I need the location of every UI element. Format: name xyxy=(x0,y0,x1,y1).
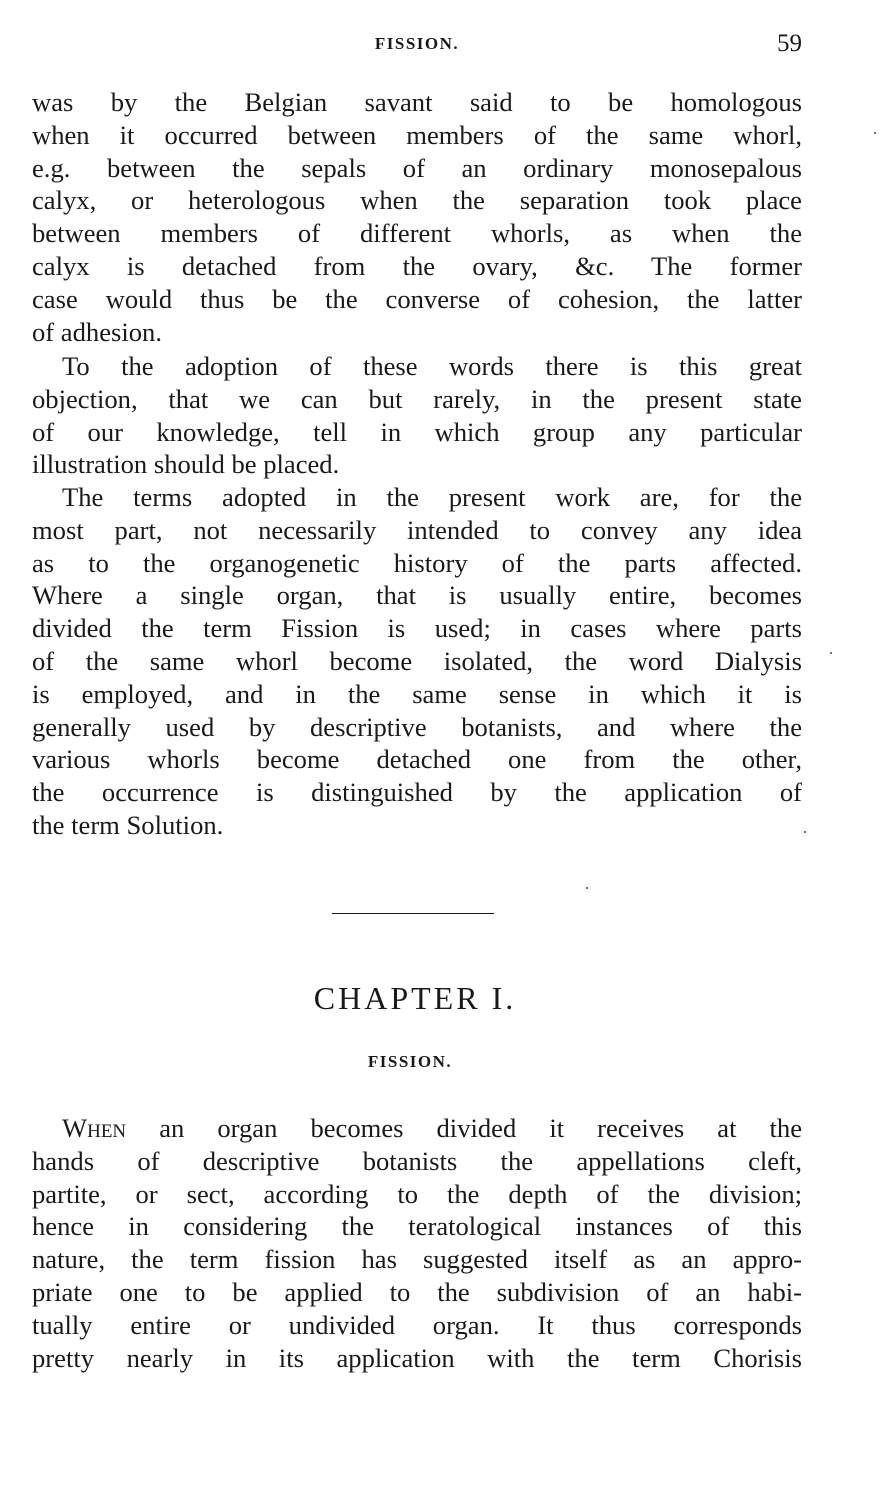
text-line: of our knowledge, tell in which group any particular xyxy=(32,416,802,447)
paragraph-continued xyxy=(32,86,802,348)
text-line: illustration should be placed. xyxy=(32,449,340,480)
text-line: partite, or sect, according to the depth of the division; xyxy=(32,1178,802,1209)
section-divider xyxy=(332,913,494,914)
text-line: hands of descriptive botanists the appellations cleft, xyxy=(32,1145,802,1176)
text-line: calyx is detached from the ovary, &c. The former xyxy=(32,250,802,281)
running-head: FISSION. xyxy=(374,34,460,53)
paragraph-terms xyxy=(32,481,802,842)
text-line: was by the Belgian savant said to be homologous xyxy=(32,87,802,117)
scan-speck xyxy=(586,887,588,889)
chapter-subtitle: FISSION. xyxy=(367,1052,453,1071)
text-line: case would thus be the converse of cohesion, the latter xyxy=(32,283,802,314)
scan-speck xyxy=(830,652,832,654)
text-line: The terms adopted in the present work are, for the xyxy=(62,482,802,512)
text-line: divided the term Fission is used; in cases where parts xyxy=(32,613,802,644)
text-line: most part, not necessarily intended to convey any idea xyxy=(32,514,802,545)
opening-word: When xyxy=(62,1113,127,1143)
page-header xyxy=(32,30,802,64)
scan-speck xyxy=(874,132,876,134)
text-line: tually entire or undivided organ. It thus corresponds xyxy=(32,1309,802,1340)
chapter-title: CHAPTER I. xyxy=(313,980,517,1016)
text-line: hence in considering the teratological instances of this xyxy=(32,1211,802,1242)
text-line: pretty nearly in its application with the term Chorisis xyxy=(32,1342,802,1373)
text-line: To the adoption of these words there is this great xyxy=(62,351,802,381)
text-line: the occurrence is distinguished by the application of xyxy=(32,777,802,808)
text-line: of the same whorl become isolated, the word Dialysis xyxy=(32,645,802,676)
text-line: as to the organogenetic history of the parts affected. xyxy=(32,547,802,578)
text-line: when it occurred between members of the same whorl, xyxy=(32,119,802,150)
text-line: the term Solution. xyxy=(32,809,224,840)
text-line: objection, that we can but rarely, in the present state xyxy=(32,383,802,414)
paragraph-objection xyxy=(32,350,802,481)
text-line: nature, the term fission has suggested itself as an appro- xyxy=(32,1244,802,1275)
page-number: 59 xyxy=(777,30,802,57)
text-line: is employed, and in the same sense in which it is xyxy=(32,678,802,709)
text-line: of adhesion. xyxy=(32,316,162,347)
text-line: generally used by descriptive botanists, and where the xyxy=(32,711,802,742)
text-line: e.g. between the sepals of an ordinary monosepalous xyxy=(32,152,802,183)
paragraph-chapter-opening xyxy=(32,1112,802,1374)
text-line-first xyxy=(32,1112,802,1145)
text-line: Where a single organ, that is usually entire, becomes xyxy=(32,580,802,611)
text-line: between members of different whorls, as when the xyxy=(32,218,802,249)
text-line: calyx, or heterologous when the separation took place xyxy=(32,185,802,216)
scan-speck xyxy=(804,831,806,833)
first-line-rest: an organ becomes divided it receives at the xyxy=(126,1113,802,1143)
text-line: priate one to be applied to the subdivision of an habi- xyxy=(32,1276,802,1307)
text-line: various whorls become detached one from the other, xyxy=(32,744,802,775)
